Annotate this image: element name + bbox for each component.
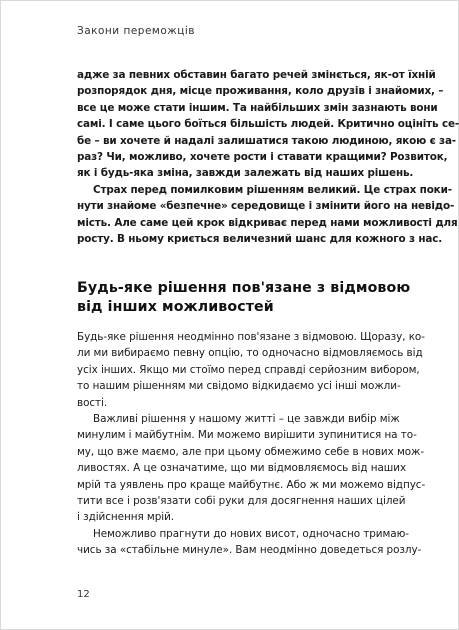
heading-line: Будь-яке рішення пов'язане з відмовою (77, 280, 411, 296)
text-line: ли ми вибираємо певну опцію, то одночасно відмовляємось від (77, 347, 423, 360)
text-line: розпорядок дня, місце проживання, коло друзів і знайомих, – (77, 85, 444, 98)
text-line: Неможливо прагнути до нових висот, одночасно тримаю- (93, 527, 410, 540)
text-line: ливостях. А це означатиме, що ми відмовляємось від наших (77, 462, 407, 475)
intro-paragraph-2 (77, 182, 458, 248)
text-line: самі. І саме цього боїться більшість людей. Критично оцініть се- (77, 118, 459, 131)
text-line: все це може стати іншим. Та найбільших змін зазнають вони (77, 101, 438, 114)
text-line: минулим і майбутнім. Ми можемо вирішити зупинитися на то- (77, 429, 417, 442)
intro-paragraph-1 (77, 67, 459, 182)
body-text-block (77, 329, 426, 559)
text-line: нути знайоме «безпечне» середовище і змінити його на невідо- (77, 200, 455, 213)
body-paragraph-1 (77, 329, 425, 411)
text-line: адже за певних обставин багато речей змінється, як-от їхній (77, 69, 436, 81)
text-line: чись за «стабільне минуле». Вам неодмінно доведеться розлу- (77, 544, 422, 557)
text-line: тити все і розв'язати собі руки для досягнення наших цілей (77, 495, 406, 508)
text-line: усіх інших. Якщо ми стоїмо перед справді серйозним вибором, (77, 363, 420, 376)
text-line: Будь-яке рішення неодмінно пов'язане з відмовою. Щоразу, ко- (77, 331, 425, 343)
running-head: Закони переможців (77, 25, 195, 37)
heading-line: від інших можливостей (77, 299, 274, 315)
text-line: му, що вже маємо, але при цьому обмежимо себе в нових мож- (77, 445, 425, 458)
intro-text-block (77, 67, 459, 247)
text-line: як і будь-яка зміна, завжди залежать від наших рішень. (77, 167, 414, 180)
text-line: вості. (77, 396, 108, 409)
body-paragraph-3 (77, 526, 422, 559)
body-paragraph-2 (77, 411, 426, 526)
text-line: Страх перед помилковим рішенням великий. Це страх поки- (93, 183, 452, 196)
text-line: Важливі рішення у нашому житті – це завжди вибір між (93, 413, 400, 426)
text-line: бе – ви хочете й надалі залишатися такою людиною, якою є за- (77, 134, 456, 147)
text-line: мість. Але саме цей крок відкриває перед нами можливості для (77, 216, 458, 229)
text-line: то нашим рішенням ми свідомо відкидаємо усі інші можли- (77, 380, 401, 393)
text-line: і здійснення мрій. (77, 511, 175, 524)
page-number: 12 (77, 589, 90, 600)
text-line: мрій та уявлень про краще майбутнє. Або ж ми можемо відпус- (77, 478, 426, 491)
section-heading (77, 279, 411, 317)
text-line: раз? Чи, можливо, хочете рости і ставати кращими? Розвиток, (77, 151, 448, 164)
text-line: росту. В ньому криється величезний шанс для кожного з нас. (77, 233, 443, 246)
